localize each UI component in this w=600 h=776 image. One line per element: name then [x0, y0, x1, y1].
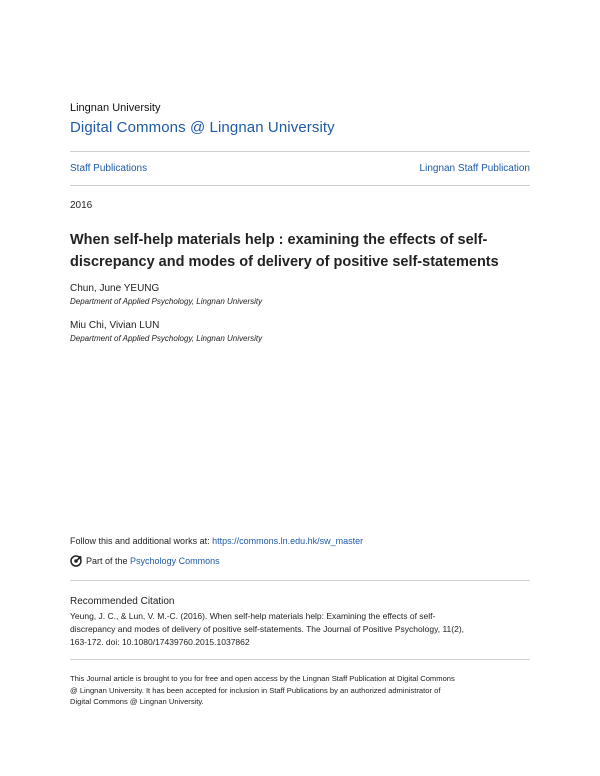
psychology-commons-link[interactable]: Psychology Commons — [130, 556, 220, 566]
lingnan-staff-publication-link[interactable]: Lingnan Staff Publication — [419, 163, 530, 174]
publication-year: 2016 — [70, 200, 93, 211]
staff-publications-link[interactable]: Staff Publications — [70, 163, 148, 174]
nav-divider — [70, 185, 530, 186]
access-notice-line: @ Lingnan University. It has been accepted for inclusion in Staff Publications by an authorized administrator of — [70, 685, 441, 695]
part-of-line — [70, 555, 220, 567]
access-notice-line: This Journal article is brought to you for free and open access by the Lingnan Staff Publication at Digital Commons — [70, 674, 455, 683]
author-name: Miu Chi, Vivian LUN — [70, 320, 160, 331]
recommended-citation-text — [70, 610, 532, 649]
footer-divider — [70, 659, 530, 660]
author-name: Chun, June YEUNG — [70, 283, 160, 294]
paper-title-line-2: discrepancy and modes of delivery of positive self-statements — [70, 254, 499, 270]
paper-title-line-1: When self-help materials help : examining the effects of self- — [70, 232, 488, 248]
citation-line: 163-172. doi: 10.1080/17439760.2015.1037862 — [70, 637, 250, 647]
follow-line — [70, 536, 363, 546]
citation-line: Yeung, J. C., & Lun, V. M.-C. (2016). When self-help materials help: Examining the effects of self- — [70, 611, 436, 621]
citation-divider — [70, 580, 530, 581]
institution-name: Lingnan University — [70, 102, 161, 114]
paper-title — [70, 229, 530, 273]
recommended-citation-heading: Recommended Citation — [70, 596, 175, 607]
citation-line: discrepancy and modes of delivery of positive self-statements. The Journal of Positive Psychology, 11(2), — [70, 624, 465, 634]
follow-prefix: Follow this and additional works at: — [70, 536, 213, 546]
follow-url-link[interactable]: https://commons.ln.edu.hk/sw_master — [212, 536, 364, 546]
header-divider — [70, 151, 530, 152]
author-affiliation: Department of Applied Psychology, Lingnan University — [70, 297, 263, 306]
author-affiliation: Department of Applied Psychology, Lingnan University — [70, 334, 263, 343]
network-commons-icon — [70, 555, 82, 567]
part-of-prefix: Part of the — [86, 556, 128, 566]
access-notice — [70, 673, 532, 708]
repository-link[interactable]: Digital Commons @ Lingnan University — [70, 119, 335, 136]
access-notice-line: Digital Commons @ Lingnan University. — [70, 697, 204, 706]
